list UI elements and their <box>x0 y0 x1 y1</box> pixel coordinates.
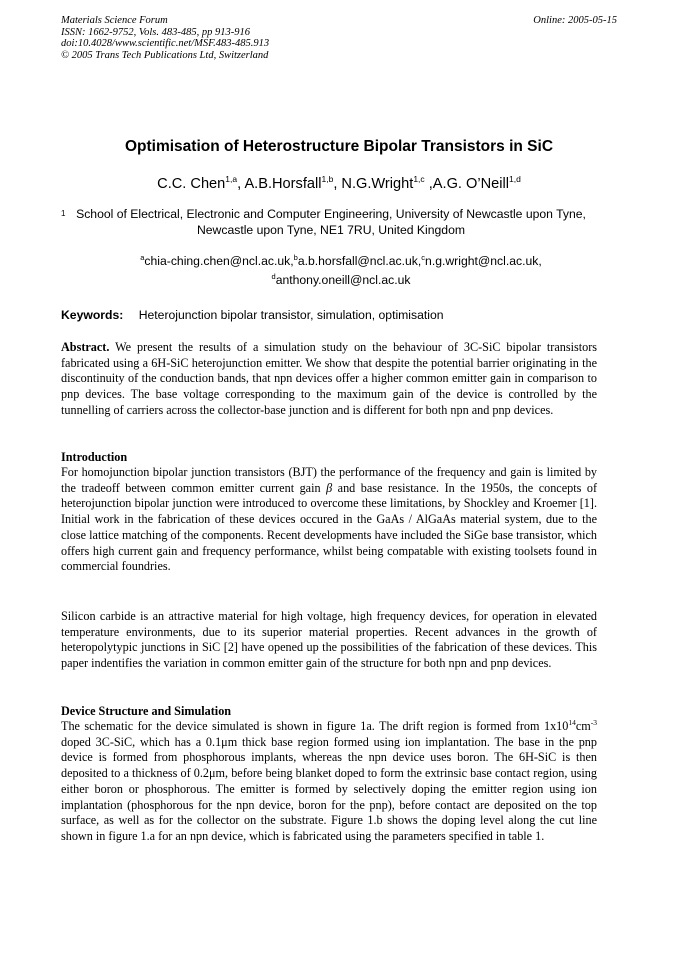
author-affil-sup: 1,d <box>509 174 521 184</box>
exponent: -3 <box>590 718 597 727</box>
intro-text: and base resistance. In the 1950s, the concepts of heterojunction bipolar junction were introduced to overcome these limitations, by Shockley and Kroemer [1]. Initial work in the fabrication of these devices occured in the GaAs / AlGaAs material system, due to the close lattice matching of the components. Recent developments have included the SiGe base transistor, which offers high current gain and frequency performance, whilst being compatable with existing toolsets found in commercial foundries. <box>61 480 598 574</box>
device-paragraph <box>61 719 597 845</box>
intro-paragraph-2: Silicon carbide is an attractive material for high voltage, high frequency devices, for operation in elevated temperature environments, due to its superior material properties. Recent advances in the growth of heteropolytypic junctions in SiC [2] have opened up the possibilities of the fabrication of these devices. This paper indentifies the variation in common emitter gain of the structure for both npn and pnp devices. <box>61 609 597 671</box>
exponent: 14 <box>568 718 576 727</box>
affiliation <box>61 206 601 238</box>
abstract <box>61 340 597 419</box>
author-affil-sup: 1,a <box>225 174 238 184</box>
intro-text: For homojunction bipolar junction transistors (BJT) the performance of the frequency and gain is limited by the tradeoff between common emitter current gain <box>61 465 597 495</box>
journal-name: Materials Science Forum <box>61 15 168 26</box>
affiliation-line: Newcastle upon Tyne, NE1 7RU, United Kingdom <box>196 223 466 237</box>
device-text: doped 3C-SiC, which has a 0.1μm thick base region formed using ion implantation. The base in the pnp device is formed from phosphorous implants, whereas the npn device uses boron. The 6H-SiC is then deposited to a thickness of 0.2μm, before being blanket doped to form the extrinsic base contact region, using either boron or phosphorous. The emitter is formed by selectively doping the emitter region using ion implantation (phosphorous for the npn device, boron for the pnp), before contact are deposited on the top surface, as well as for the collector on the substrate. Figure 1.b shows the doping level along the cut line shown in figure 1.a for an npn device, which is fabricated using the parameters specified in table 1. <box>61 734 597 843</box>
email-link[interactable]: n.g.wright@ncl.ac.uk <box>425 254 539 268</box>
abstract-text: We present the results of a simulation study on the behaviour of 3C-SiC bipolar transistors fabricated using a 6H-SiC heterojunction emitter. We show that despite the potential barrier originating in the discontinuity of the conduction bands, that npn devices offer a higher common emitter gain in comparison to pnp devices. The base voltage corresponding to the maximum gain of the device is controlled by the tunnelling of carriers across the collector-base junction and is different for both npn and pnp devices. <box>61 340 597 417</box>
issn-line: ISSN: 1662-9752, Vols. 483-485, pp 913-916 <box>61 26 250 38</box>
email-link[interactable]: a.b.horsfall@ncl.ac.uk <box>297 254 418 268</box>
intro-paragraph-1 <box>61 465 597 575</box>
device-text: cm <box>575 719 591 733</box>
section-heading: Device Structure and Simulation <box>61 704 232 718</box>
journal-header <box>61 15 617 61</box>
beta-symbol: β <box>326 480 333 495</box>
email-sup: b <box>293 253 298 262</box>
abstract-label: Abstract. <box>61 340 110 354</box>
affiliation-sup: 1 <box>61 209 66 218</box>
author-affil-sup: 1,b <box>321 174 334 184</box>
affiliation-line: School of Electrical, Electronic and Computer Engineering, University of Newcastle upon Tyne, <box>76 207 586 221</box>
keywords-text: Heterojunction bipolar transistor, simulation, optimisation <box>138 308 444 322</box>
section-heading: Introduction <box>61 450 128 464</box>
keywords-label: Keywords: <box>61 308 124 322</box>
email-sup: a <box>140 253 145 262</box>
online-date: Online: 2005-05-15 <box>533 15 617 26</box>
copyright-line: © 2005 Trans Tech Publications Ltd, Switzerland <box>61 49 269 61</box>
email-link[interactable]: chia-ching.chen@ncl.ac.uk <box>144 254 291 268</box>
author-name: C.C. Chen <box>157 176 226 192</box>
keywords <box>61 308 621 322</box>
author-name: A.G. O’Neill <box>432 176 510 192</box>
doi-line: doi:10.4028/www.scientific.net/MSF.483-485.913 <box>61 38 270 50</box>
email-list: $^a$chia-ching.chen@ncl.ac.uk,$^b$a.b.horsfall@ncl.ac.uk,$^c$n.g.wright@ncl.ac.uk, $^d$anthony.oneill@ncl.ac.uk <box>140 253 542 287</box>
paper-title: Optimisation of Heterostructure Bipolar Transistors in SiC <box>124 138 554 155</box>
email-link[interactable]: anthony.oneill@ncl.ac.uk <box>275 273 411 287</box>
author-name: N.G.Wright <box>341 176 414 192</box>
author-name: A.B.Horsfall <box>244 176 322 192</box>
email-sup: d <box>271 272 276 281</box>
author-affil-sup: 1,c <box>413 174 425 184</box>
email-sup: c <box>421 253 426 262</box>
device-text: The schematic for the device simulated is shown in figure 1a. The drift region is formed from 1x10 <box>61 719 569 733</box>
author-list: C.C. Chen$^{1,a}$, A.B.Horsfall$^{1,b}$, N.G.Wright$^{1,c}$ ,A.G. O’Neill$^{1,d}$ <box>157 174 521 192</box>
